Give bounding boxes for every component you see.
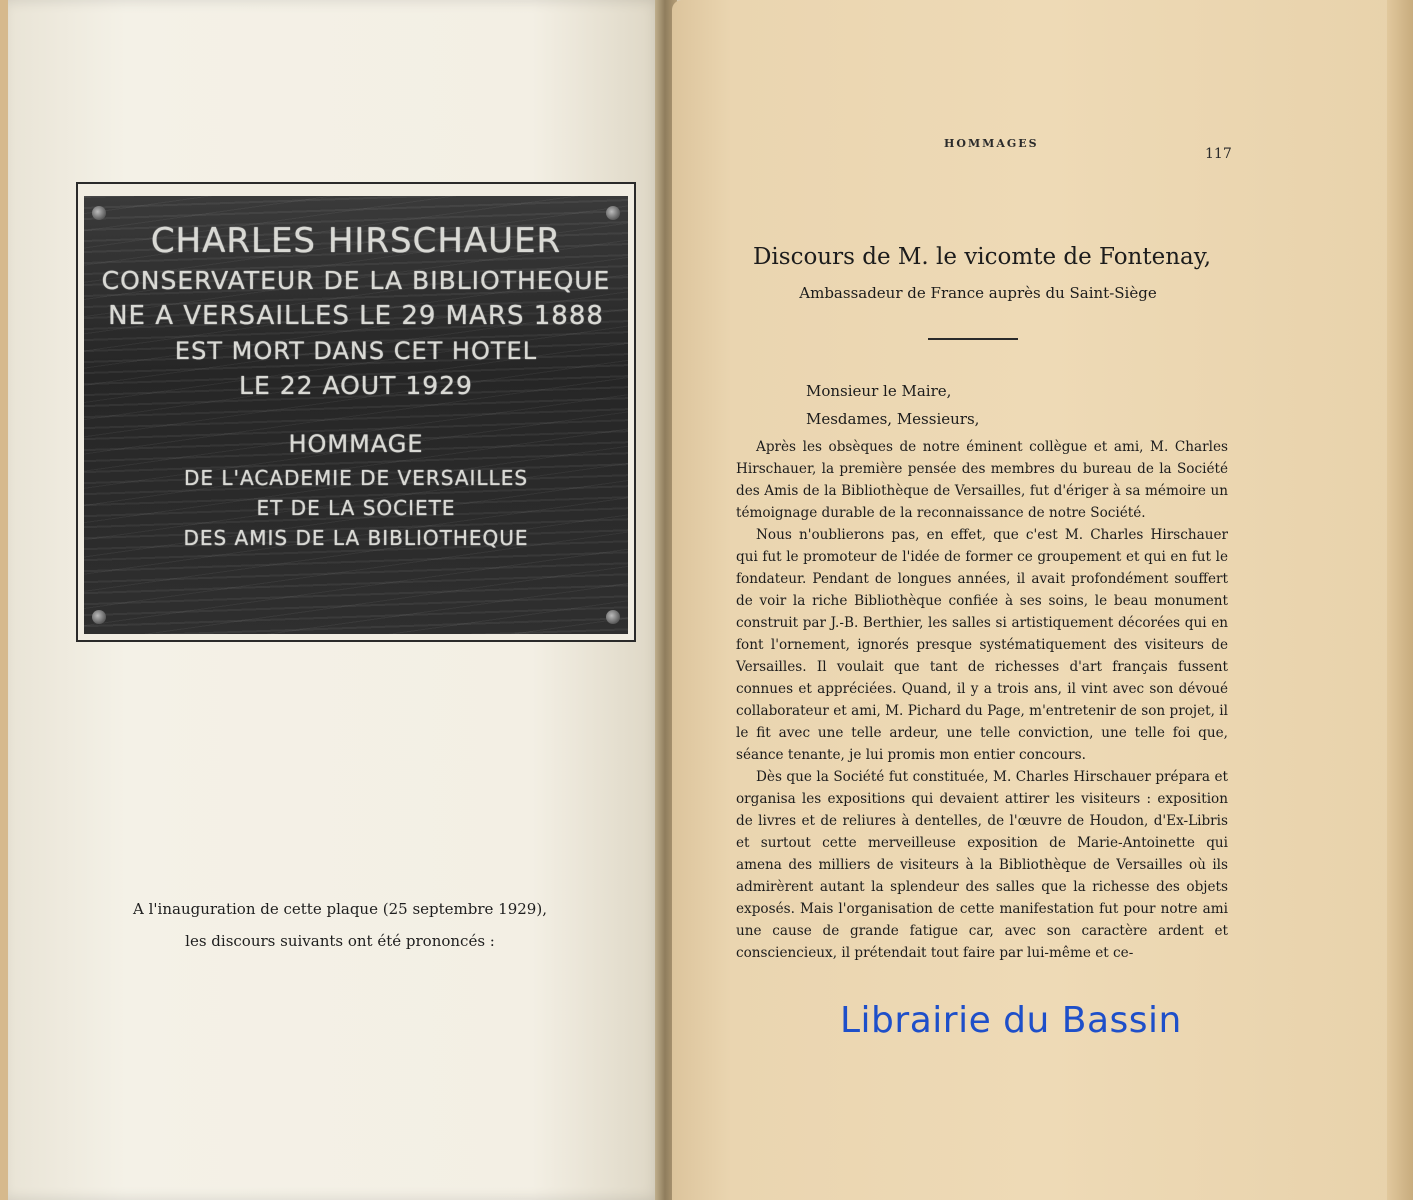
speech-subtitle: Ambassadeur de France auprès du Saint-Siège bbox=[799, 284, 1157, 302]
plaque-line: LE 22 AOUT 1929 bbox=[239, 371, 473, 400]
salutation-line: Mesdames, Messieurs, bbox=[806, 410, 980, 428]
plaque-line: DES AMIS DE LA BIBLIOTHEQUE bbox=[183, 526, 529, 550]
salutation-line: Monsieur le Maire, bbox=[806, 382, 952, 400]
caption-line: les discours suivants ont été prononcés : bbox=[185, 932, 495, 950]
paragraph: Nous n'oublierons pas, en effet, que c'est M. Charles Hirschauer qui fut le promoteur de l'idée de former ce groupement et qui en fut le fondateur. Pendant de longues années, il avait profondément souffert de voir la riche Bibliothèque confiée à ses soins, le beau monument construit par J.-B. Berthier, les salles si artistiquement décorées qui en font l'ornement, ignorés presque systématiquement des visiteurs de Versailles. Il voulait que tant de richesses d'art français fussent connues et appréciées. Quand, il y a trois ans, il vint avec son dévoué collaborateur et ami, M. Pichard du Page, m'entretenir de son projet, il le fit avec une telle ardeur, une telle conviction, une telle foi que, séance tenante, je lui promis mon entier concours. bbox=[736, 527, 1228, 763]
plaque-line: EST MORT DANS CET HOTEL bbox=[174, 337, 538, 365]
paragraph: Après les obsèques de notre éminent collègue et ami, M. Charles Hirschauer, la première pensée des membres du bureau de la Société des Amis de la Bibliothèque de Versailles, fut d'ériger à sa mémoire un témoignage durable de la reconnaissance de notre Société. bbox=[736, 439, 1228, 521]
speech-body bbox=[736, 436, 1228, 964]
screw-icon bbox=[606, 206, 620, 220]
title-divider bbox=[928, 338, 1018, 340]
plaque-line: DE L'ACADEMIE DE VERSAILLES bbox=[183, 466, 529, 490]
plaque-inscription bbox=[84, 221, 628, 550]
plaque-line: CONSERVATEUR DE LA BIBLIOTHEQUE bbox=[101, 266, 611, 295]
plaque-line: CHARLES HIRSCHAUER bbox=[150, 221, 562, 261]
watermark: Librairie du Bassin bbox=[840, 1000, 1182, 1041]
plaque-line: NE A VERSAILLES LE 29 MARS 1888 bbox=[108, 301, 604, 331]
plaque-image bbox=[84, 196, 628, 634]
caption-line: A l'inauguration de cette plaque (25 septembre 1929), bbox=[133, 900, 547, 918]
plaque-caption bbox=[100, 893, 580, 957]
page-number: 117 bbox=[1205, 146, 1232, 162]
left-page-edge bbox=[0, 0, 8, 1200]
screw-icon bbox=[92, 610, 106, 624]
screw-icon bbox=[606, 610, 620, 624]
running-head: HOMMAGES bbox=[944, 137, 1039, 150]
screw-icon bbox=[92, 206, 106, 220]
plaque-photo bbox=[76, 182, 636, 642]
paragraph: Dès que la Société fut constituée, M. Charles Hirschauer prépara et organisa les expositions qui devaient attirer les visiteurs : exposition de livres et de reliures à dentelles, de l'œuvre de Houdon, d'Ex-Libris et surtout cette merveilleuse exposition de Marie-Antoinette qui amena des milliers de visiteurs à la Bibliothèque de Versailles où ils admirèrent autant la splendeur des salles que la richesse des objets exposés. Mais l'organisation de cette manifestation fut pour notre ami une cause de grande fatigue car, avec son caractère ardent et consciencieux, il prétendait tout faire par lui-même et ce- bbox=[736, 769, 1228, 961]
right-page-edge bbox=[1387, 0, 1413, 1200]
plaque-line: ET DE LA SOCIETE bbox=[256, 496, 456, 520]
speech-title: Discours de M. le vicomte de Fontenay, bbox=[752, 244, 1212, 270]
plaque-line: HOMMAGE bbox=[288, 430, 424, 458]
